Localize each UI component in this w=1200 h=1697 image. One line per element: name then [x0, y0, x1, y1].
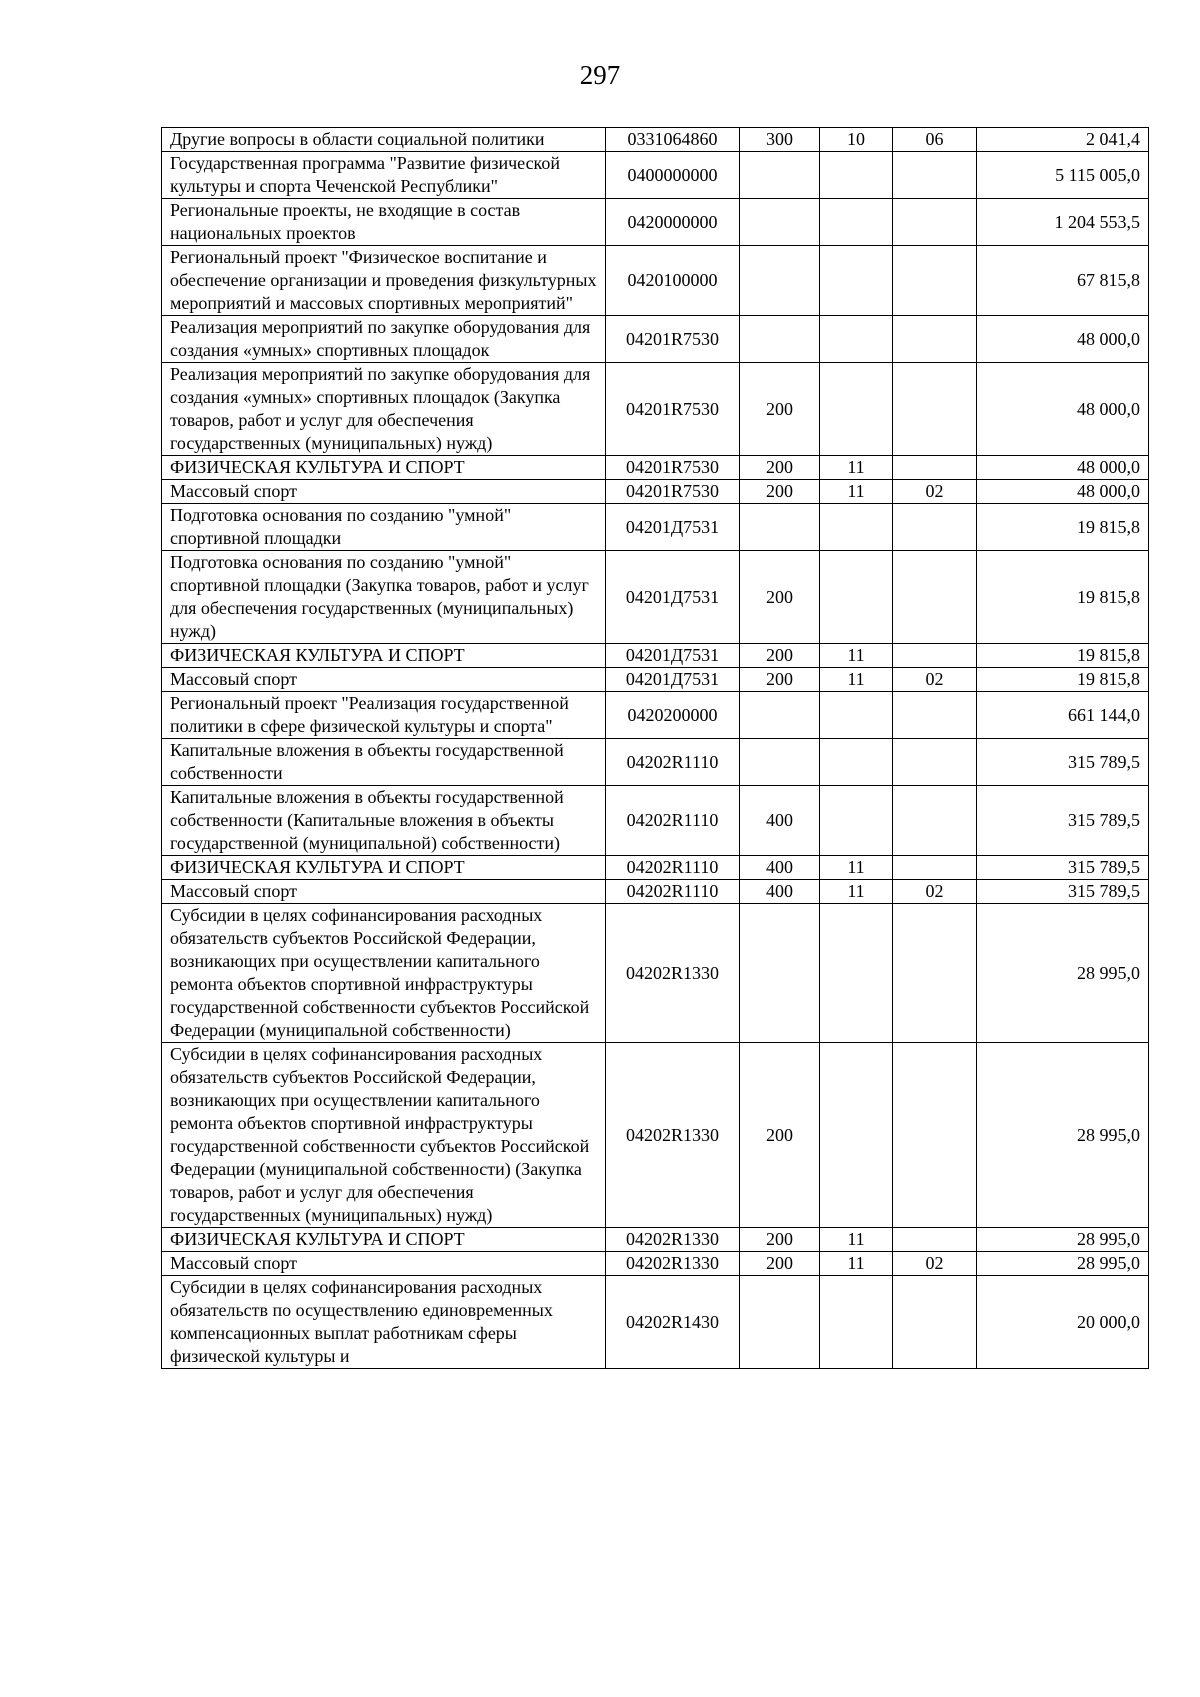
row-section [820, 739, 893, 786]
row-name: Субсидии в целях софинансирования расходных обязательств субъектов Российской Федерации, возникающих при осуществлении капитального ремонта объектов спортивной инфраструктуры государственной собственности субъектов Российской Федерации (муниципальной собственности) [162, 904, 606, 1043]
row-section: 11 [820, 1228, 893, 1252]
row-name: Массовый спорт [162, 1252, 606, 1276]
row-sum: 19 815,8 [977, 644, 1149, 668]
table-row [162, 644, 1149, 668]
row-section: 10 [820, 128, 893, 152]
budget-table [161, 127, 1149, 1369]
row-section: 11 [820, 480, 893, 504]
row-subsection [893, 316, 977, 363]
table-row [162, 128, 1149, 152]
row-code: 04202R1430 [606, 1276, 740, 1369]
row-expense-type: 200 [740, 1043, 820, 1228]
row-expense-type [740, 1276, 820, 1369]
row-name: ФИЗИЧЕСКАЯ КУЛЬТУРА И СПОРТ [162, 456, 606, 480]
row-section [820, 904, 893, 1043]
row-code: 04202R1330 [606, 904, 740, 1043]
row-expense-type: 200 [740, 480, 820, 504]
row-sum: 48 000,0 [977, 363, 1149, 456]
row-expense-type [740, 692, 820, 739]
row-name: Массовый спорт [162, 668, 606, 692]
table-row [162, 668, 1149, 692]
table-row [162, 363, 1149, 456]
row-code: 04201R7530 [606, 456, 740, 480]
row-section [820, 551, 893, 644]
row-code: 04202R1110 [606, 739, 740, 786]
row-sum: 315 789,5 [977, 880, 1149, 904]
row-sum: 315 789,5 [977, 786, 1149, 856]
row-expense-type: 200 [740, 456, 820, 480]
row-expense-type: 400 [740, 856, 820, 880]
row-expense-type: 200 [740, 1228, 820, 1252]
table-row [162, 1043, 1149, 1228]
row-expense-type [740, 246, 820, 316]
row-subsection: 02 [893, 880, 977, 904]
row-expense-type [740, 739, 820, 786]
row-name: Государственная программа "Развитие физической культуры и спорта Чеченской Республики" [162, 152, 606, 199]
table-row [162, 880, 1149, 904]
row-code: 04201Д7531 [606, 551, 740, 644]
table-row [162, 904, 1149, 1043]
row-sum: 28 995,0 [977, 1252, 1149, 1276]
row-section: 11 [820, 668, 893, 692]
row-subsection [893, 644, 977, 668]
row-name: ФИЗИЧЕСКАЯ КУЛЬТУРА И СПОРТ [162, 1228, 606, 1252]
budget-table-body [162, 128, 1149, 1369]
page-number: 297 [579, 60, 621, 90]
row-section: 11 [820, 644, 893, 668]
row-section: 11 [820, 456, 893, 480]
row-code: 04202R1330 [606, 1228, 740, 1252]
row-name: Массовый спорт [162, 480, 606, 504]
row-expense-type: 200 [740, 363, 820, 456]
row-expense-type: 200 [740, 668, 820, 692]
table-row [162, 316, 1149, 363]
row-name: Капитальные вложения в объекты государственной собственности (Капитальные вложения в объекты государственной (муниципальной) собственности) [162, 786, 606, 856]
table-row [162, 152, 1149, 199]
row-name: Массовый спорт [162, 880, 606, 904]
row-subsection [893, 551, 977, 644]
row-section: 11 [820, 1252, 893, 1276]
table-row [162, 456, 1149, 480]
row-subsection [893, 504, 977, 551]
row-code: 0420200000 [606, 692, 740, 739]
row-subsection [893, 246, 977, 316]
table-row [162, 786, 1149, 856]
row-name: Реализация мероприятий по закупке оборудования для создания «умных» спортивных площадок [162, 316, 606, 363]
row-code: 04202R1110 [606, 856, 740, 880]
table-row [162, 739, 1149, 786]
row-sum: 28 995,0 [977, 1043, 1149, 1228]
table-row [162, 504, 1149, 551]
row-subsection: 02 [893, 480, 977, 504]
row-sum: 48 000,0 [977, 316, 1149, 363]
row-subsection [893, 199, 977, 246]
row-sum: 315 789,5 [977, 739, 1149, 786]
row-name: Подготовка основания по созданию "умной" спортивной площадки [162, 504, 606, 551]
row-section: 11 [820, 856, 893, 880]
row-sum: 2 041,4 [977, 128, 1149, 152]
row-code: 04201Д7531 [606, 504, 740, 551]
table-row [162, 551, 1149, 644]
row-sum: 20 000,0 [977, 1276, 1149, 1369]
row-expense-type [740, 904, 820, 1043]
row-expense-type: 400 [740, 880, 820, 904]
row-section [820, 152, 893, 199]
row-name: Региональный проект "Реализация государственной политики в сфере физической культуры и спорта" [162, 692, 606, 739]
row-name: Подготовка основания по созданию "умной" спортивной площадки (Закупка товаров, работ и услуг для обеспечения государственных (муниципальных) нужд) [162, 551, 606, 644]
row-expense-type: 200 [740, 1252, 820, 1276]
row-code: 04201R7530 [606, 480, 740, 504]
row-expense-type [740, 199, 820, 246]
table-row [162, 199, 1149, 246]
row-code: 0420100000 [606, 246, 740, 316]
row-subsection [893, 363, 977, 456]
row-section [820, 786, 893, 856]
row-section [820, 316, 893, 363]
row-name: Субсидии в целях софинансирования расходных обязательств субъектов Российской Федерации, возникающих при осуществлении капитального ремонта объектов спортивной инфраструктуры государственной собственности субъектов Российской Федерации (муниципальной собственности) (Закупка товаров, работ и услуг для обеспечения государственных (муниципальных) нужд) [162, 1043, 606, 1228]
table-row [162, 692, 1149, 739]
row-name: ФИЗИЧЕСКАЯ КУЛЬТУРА И СПОРТ [162, 856, 606, 880]
row-sum: 28 995,0 [977, 1228, 1149, 1252]
table-row [162, 856, 1149, 880]
row-subsection: 06 [893, 128, 977, 152]
row-code: 04201Д7531 [606, 668, 740, 692]
row-sum: 48 000,0 [977, 456, 1149, 480]
row-expense-type [740, 504, 820, 551]
row-code: 04202R1330 [606, 1043, 740, 1228]
row-section [820, 246, 893, 316]
table-row [162, 480, 1149, 504]
row-expense-type: 200 [740, 644, 820, 668]
row-section [820, 199, 893, 246]
row-name: Реализация мероприятий по закупке оборудования для создания «умных» спортивных площадок (Закупка товаров, работ и услуг для обеспечения государственных (муниципальных) нужд) [162, 363, 606, 456]
row-section [820, 504, 893, 551]
row-sum: 48 000,0 [977, 480, 1149, 504]
row-subsection [893, 1043, 977, 1228]
row-sum: 1 204 553,5 [977, 199, 1149, 246]
row-expense-type: 400 [740, 786, 820, 856]
row-name: Капитальные вложения в объекты государственной собственности [162, 739, 606, 786]
row-section [820, 1043, 893, 1228]
row-sum: 315 789,5 [977, 856, 1149, 880]
row-code: 04201R7530 [606, 363, 740, 456]
row-subsection [893, 1276, 977, 1369]
row-subsection [893, 856, 977, 880]
row-code: 0420000000 [606, 199, 740, 246]
table-row [162, 246, 1149, 316]
row-code: 04201Д7531 [606, 644, 740, 668]
table-row [162, 1276, 1149, 1369]
row-section [820, 1276, 893, 1369]
row-section [820, 692, 893, 739]
row-name: ФИЗИЧЕСКАЯ КУЛЬТУРА И СПОРТ [162, 644, 606, 668]
row-subsection [893, 152, 977, 199]
row-subsection: 02 [893, 1252, 977, 1276]
row-name: Другие вопросы в области социальной политики [162, 128, 606, 152]
row-sum: 661 144,0 [977, 692, 1149, 739]
table-row [162, 1228, 1149, 1252]
row-section [820, 363, 893, 456]
row-sum: 19 815,8 [977, 504, 1149, 551]
row-sum: 28 995,0 [977, 904, 1149, 1043]
row-subsection [893, 692, 977, 739]
row-code: 0331064860 [606, 128, 740, 152]
row-sum: 19 815,8 [977, 551, 1149, 644]
row-code: 04202R1330 [606, 1252, 740, 1276]
row-name: Региональные проекты, не входящие в состав национальных проектов [162, 199, 606, 246]
row-sum: 5 115 005,0 [977, 152, 1149, 199]
row-sum: 67 815,8 [977, 246, 1149, 316]
row-subsection: 02 [893, 668, 977, 692]
row-subsection [893, 456, 977, 480]
table-row [162, 1252, 1149, 1276]
row-code: 04202R1110 [606, 880, 740, 904]
row-sum: 19 815,8 [977, 668, 1149, 692]
row-subsection [893, 904, 977, 1043]
row-name: Региональный проект "Физическое воспитание и обеспечение организации и проведения физкультурных мероприятий и массовых спортивных мероприятий" [162, 246, 606, 316]
row-code: 0400000000 [606, 152, 740, 199]
row-expense-type: 300 [740, 128, 820, 152]
row-subsection [893, 786, 977, 856]
row-subsection [893, 1228, 977, 1252]
row-code: 04202R1110 [606, 786, 740, 856]
row-subsection [893, 739, 977, 786]
row-expense-type [740, 152, 820, 199]
row-expense-type: 200 [740, 551, 820, 644]
row-name: Субсидии в целях софинансирования расходных обязательств по осуществлению единовременных компенсационных выплат работникам сферы физической культуры и [162, 1276, 606, 1369]
row-code: 04201R7530 [606, 316, 740, 363]
row-expense-type [740, 316, 820, 363]
row-section: 11 [820, 880, 893, 904]
